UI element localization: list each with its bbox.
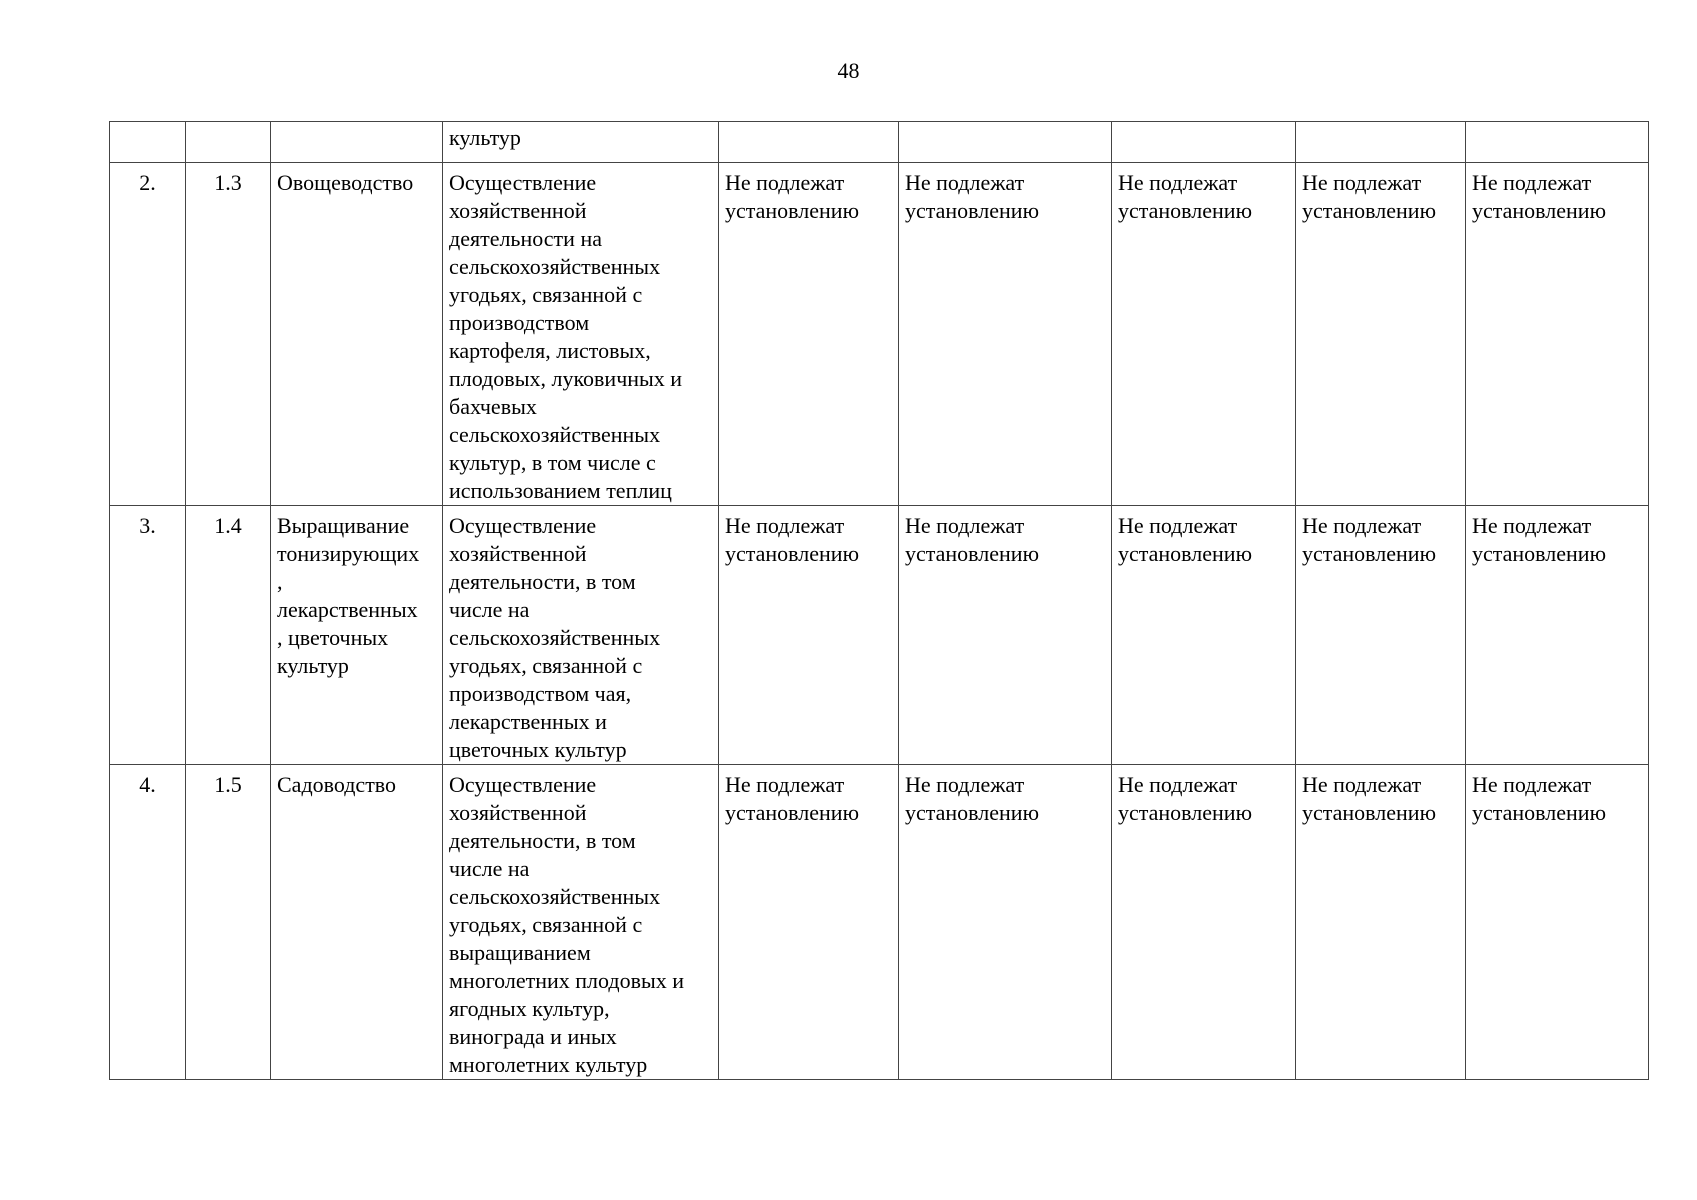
cell-value: Не подлежат установлению: [899, 506, 1112, 765]
table-row: [110, 163, 1649, 506]
cell-value: Не подлежат установлению: [1112, 506, 1296, 765]
cell-code: 1.3: [186, 163, 271, 506]
cell-value: [719, 122, 899, 163]
cell-value: Не подлежат установлению: [899, 765, 1112, 1080]
table-row-continuation: [110, 122, 1649, 163]
cell-name: Овощеводство: [271, 163, 443, 506]
table-row: [110, 506, 1649, 765]
page-number: 48: [837, 58, 860, 83]
cell-value: Не подлежат установлению: [1466, 506, 1649, 765]
cell-value: Не подлежат установлению: [1466, 765, 1649, 1080]
cell-name: Выращивание тонизирующих , лекарственных , цветочных культур: [271, 506, 443, 765]
table-row: [110, 765, 1649, 1080]
cell-value: [899, 122, 1112, 163]
cell-value: [1466, 122, 1649, 163]
cell-value: Не подлежат установлению: [719, 506, 899, 765]
cell-name: [271, 122, 443, 163]
cell-value: [1112, 122, 1296, 163]
cell-description: Осуществление хозяйственной деятельности, в том числе на сельскохозяйственных угодьях, связанной с производством чая, лекарственных и цветочных культур: [443, 506, 719, 765]
land-use-table: [109, 121, 1649, 1080]
cell-value: Не подлежат установлению: [719, 163, 899, 506]
cell-num: 3.: [110, 506, 186, 765]
cell-description: культур: [443, 122, 719, 163]
cell-num: 4.: [110, 765, 186, 1080]
cell-num: 2.: [110, 163, 186, 506]
cell-description: Осуществление хозяйственной деятельности на сельскохозяйственных угодьях, связанной с производством картофеля, листовых, плодовых, луковичных и бахчевых сельскохозяйственных культур, в том числе с использованием теплиц: [443, 163, 719, 506]
cell-value: Не подлежат установлению: [1296, 506, 1466, 765]
cell-value: Не подлежат установлению: [1112, 765, 1296, 1080]
cell-code: 1.4: [186, 506, 271, 765]
cell-code: 1.5: [186, 765, 271, 1080]
cell-code: [186, 122, 271, 163]
cell-value: Не подлежат установлению: [1296, 765, 1466, 1080]
cell-value: [1296, 122, 1466, 163]
cell-value: Не подлежат установлению: [1466, 163, 1649, 506]
cell-description: Осуществление хозяйственной деятельности, в том числе на сельскохозяйственных угодьях, связанной с выращиванием многолетних плодовых и ягодных культур, винограда и иных многолетних культур: [443, 765, 719, 1080]
cell-value: Не подлежат установлению: [1112, 163, 1296, 506]
cell-value: Не подлежат установлению: [719, 765, 899, 1080]
cell-value: Не подлежат установлению: [1296, 163, 1466, 506]
cell-name: Садоводство: [271, 765, 443, 1080]
cell-value: Не подлежат установлению: [899, 163, 1112, 506]
cell-num: [110, 122, 186, 163]
